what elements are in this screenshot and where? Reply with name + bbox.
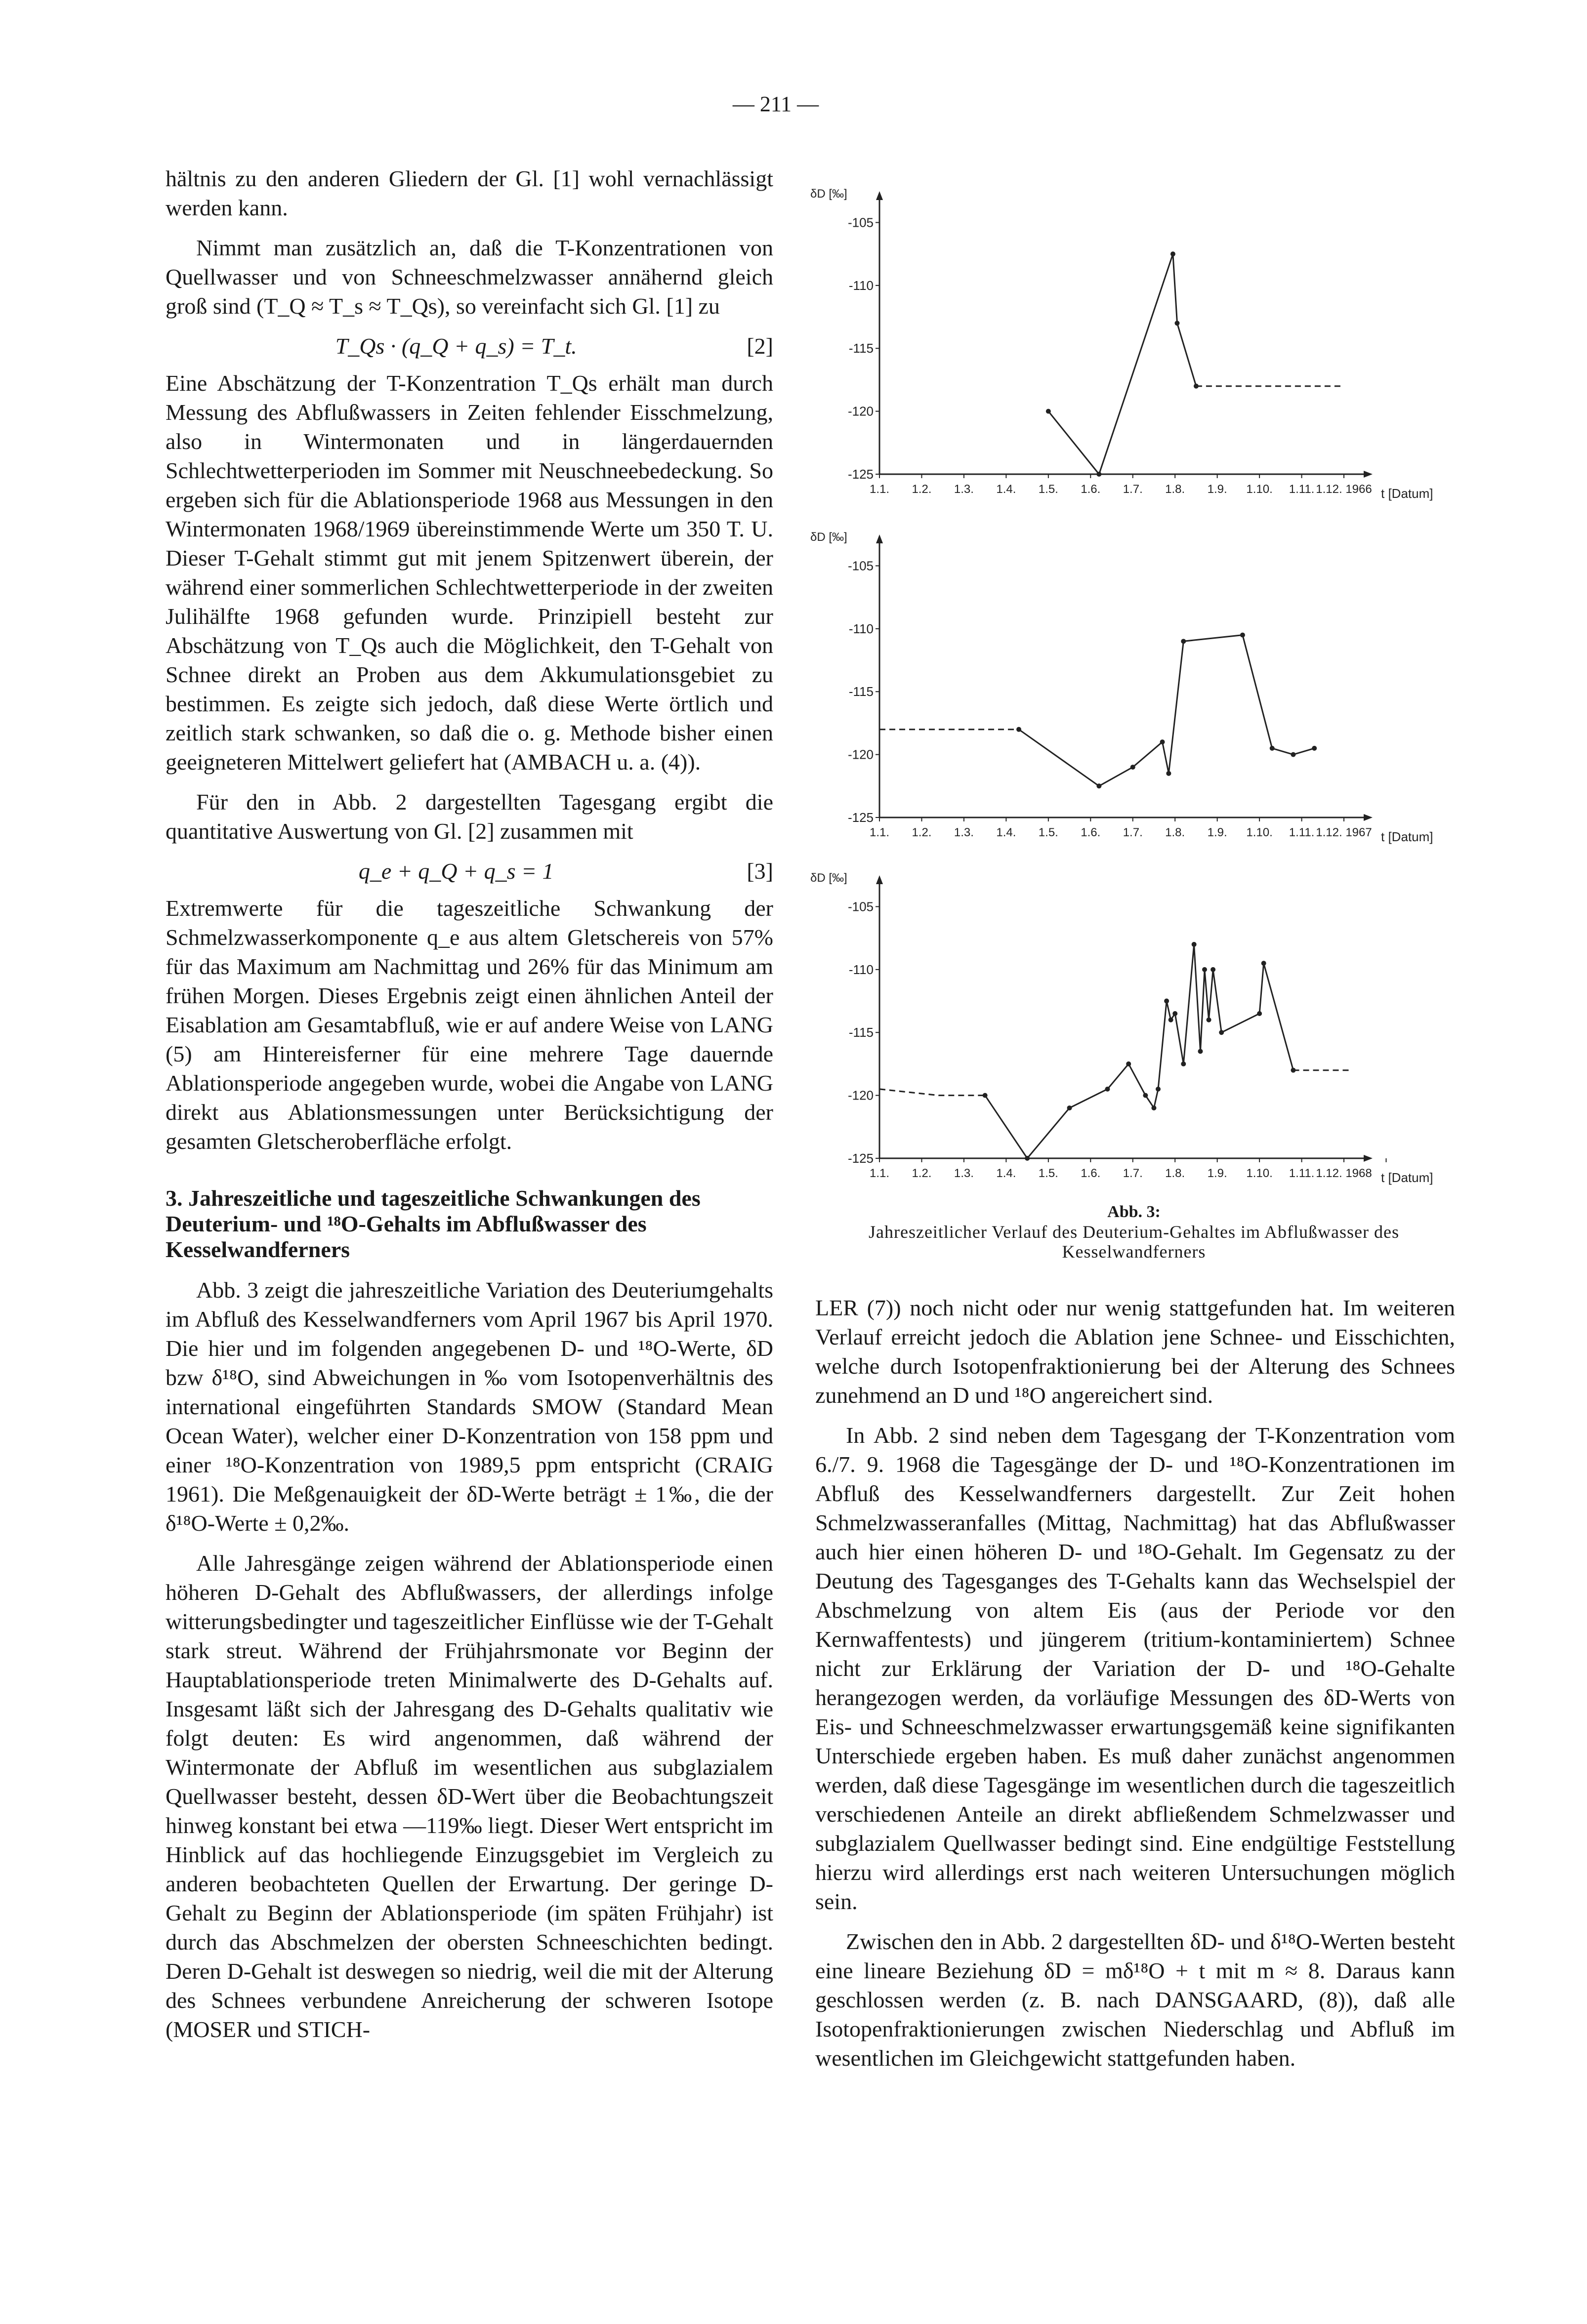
data-point — [1156, 1087, 1161, 1092]
data-point — [1166, 771, 1171, 776]
x-tick-label: 1.2. — [912, 483, 932, 496]
y-tick-label: -110 — [848, 621, 874, 636]
x-tick-label: 1.3. — [954, 483, 974, 496]
paragraph: In Abb. 2 sind neben dem Tagesgang der T-Konzentration vom 6./7. 9. 1968 die Tagesgänge der D- und ¹⁸O-Konzentrationen im Abfluß des Kesselwandferners dargestellt. Zur Zeit hohen Schmelzwasseranfalles (Mittag, Nachmittag) hat das Abflußwasser auch hier einen höheren D- und ¹⁸O-Gehalt. Im Gegensatz zu der Deutung des Tagesganges des T-Gehalts kann das Wechselspiel der Abschmelzung von altem Eis (aus der Periode vor den Kernwaffentests) und jüngerem (tritium-kontaminiertem) Schnee nicht zur Erklärung der Variation der D- und ¹⁸O-Gehalte herangezogen werden, da vorläufige Messungen des δD-Werts von Eis- und Schneeschmelzwasser erwartungsgemäß keine signifikanten Unterschiede ergeben haben. Es muß daher zunächst angenommen werden, daß diese Tagesgänge im wesentlichen durch die tageszeitlich verschiedenen Anteile an direkt abfließendem Schmelzwasser und subglazialem Quellwasser bedingt sind. Eine endgültige Feststellung hierzu wird allerdings erst nach weiteren Untersuchungen möglich sein. — [815, 1423, 1455, 1914]
x-tick-label: 1.9. — [1207, 483, 1227, 496]
paragraph: Nimmt man zusätzlich an, daß die T-Konzentrationen von Quellwasser und von Schneeschmelzwasser annähernd gleich groß sind (T_Q ≈ T_s ≈ T_Qs), so vereinfacht sich Gl. [1] zu — [166, 235, 773, 319]
y-axis-label: δD [‰] — [810, 530, 847, 544]
x-tick-label: 1.10. — [1246, 1167, 1273, 1180]
y-axis-arrow — [876, 534, 883, 543]
y-tick-label: -115 — [848, 341, 874, 356]
page-number: — 211 — — [732, 92, 819, 116]
y-tick-label: -110 — [848, 278, 874, 293]
x-tick-label: 1.3. — [954, 1167, 974, 1180]
chart-1966 — [795, 175, 1487, 516]
y-tick-label: -115 — [848, 684, 874, 699]
x-tick-label: 1.12. 1966 — [1316, 483, 1372, 496]
x-tick-label: 1.9. — [1207, 826, 1227, 839]
x-tick-label: 1.4. — [996, 483, 1016, 496]
paragraph: Eine Abschätzung der T-Konzentration T_Qs erhält man durch Messung des Abflußwassers in Zeiten fehlender Eisschmelzung, also in Wintermonaten und in längerdauernden Schlechtwetterperioden im Sommer mit Neuschneebedeckung. So ergeben sich für die Ablationsperiode 1968 aus Messungen in den Wintermonaten 1968/1969 übereinstimmende Werte um 350 T. U. Dieser T-Gehalt stimmt gut mit jenem Spitzenwert überein, der während einer sommerlichen Schlechtwetterperiode in der zweiten Julihälfte 1968 gefunden wurde. Prinzipiell besteht zur Abschätzung von T_Qs auch die Möglichkeit, den T-Gehalt von Schnee direkt an Proben aus dem Akkumulationsgebiet zu bestimmen. Es zeigte sich jedoch, daß diese Werte örtlich und zeitlich stark schwanken, so daß die o. g. Methode bisher einen geeigneteren Mittelwert geliefert hat (AMBACH u. a. (4)). — [166, 370, 773, 775]
y-tick-label: -105 — [847, 558, 874, 573]
data-point — [1126, 1061, 1131, 1066]
chart-svg — [795, 175, 1487, 516]
series-line-dashed — [879, 1089, 985, 1096]
x-tick-label: 1.3. — [954, 826, 974, 839]
data-point — [1207, 1018, 1211, 1022]
paragraph: LER (7)) noch nicht oder nur wenig stattgefunden hat. Im weiteren Verlauf erreicht jedoch die Ablation jene Schnee- und Eisschichten, welche durch Isotopenfraktionierung bei der Alterung des Schnees zunehmend an D und ¹⁸O angereichert sind. — [815, 1295, 1455, 1408]
equation-number: [3] — [747, 858, 773, 884]
data-point — [1211, 967, 1215, 972]
data-point — [1025, 1156, 1030, 1161]
data-point — [1312, 746, 1317, 751]
data-point — [1170, 251, 1175, 256]
x-axis-arrow — [1364, 814, 1373, 821]
paragraph: Zwischen den in Abb. 2 dargestellten δD- und δ¹⁸O-Werten besteht eine lineare Beziehung δD = mδ¹⁸O + t mit m ≈ 8. Daraus kann geschlossen werden (z. B. nach DANSGAARD, (8)), daß alle Isotopenfraktionierungen zwischen Niederschlag und Abfluß im wesentlichen im Gleichgewicht stattgefunden haben. — [815, 1929, 1455, 2071]
series-line-solid — [1019, 635, 1314, 786]
data-point — [1151, 1105, 1156, 1110]
data-point — [1198, 1049, 1203, 1054]
data-point — [1261, 961, 1266, 966]
data-point — [1174, 321, 1179, 326]
x-axis-arrow — [1364, 1155, 1373, 1162]
y-tick-label: -120 — [847, 747, 874, 762]
series-line-solid — [1048, 254, 1196, 474]
paragraph: Extremwerte für die tageszeitliche Schwankung der Schmelzwasserkomponente q_e aus altem Gletschereis von 57% für das Maximum am Nachmittag und 26% für das Minimum am frühen Morgen. Dieses Ergebnis zeigt einen ähnlichen Anteil der Eisablation am Gesamtabfluß, wie er auf andere Weise von LANG (5) am Hintereisferner für eine mehrere Tage dauernde Ablationsperiode angegeben wurde, wobei die Angabe von LANG direkt aus Ablationsmessungen unter Berücksichtigung der gesamten Gletscheroberfläche erfolgt. — [166, 896, 773, 1154]
data-point — [1240, 633, 1245, 638]
data-point — [1096, 783, 1101, 788]
x-axis-arrow — [1364, 471, 1373, 478]
data-point — [1130, 765, 1135, 770]
x-tick-label: 1.8. — [1165, 483, 1185, 496]
equation-number: [2] — [747, 333, 773, 359]
paragraph: Abb. 3 zeigt die jahreszeitliche Variation des Deuteriumgehalts im Abfluß des Kesselwandferners vom April 1967 bis April 1970. Die hier und im folgenden angegebenen D- und ¹⁸O-Werte, δD bzw δ¹⁸O, sind Abweichungen in ‰ vom Isotopenverhältnis des international eingeführten Standards SMOW (Standard Mean Ocean Water), welcher einer D-Konzentration von 158 ppm und einer ¹⁸O-Konzentration von 1989,5 ppm entspricht (CRAIG 1961). Die Meßgenauigkeit der δD-Werte beträgt ± 1‰, die der δ¹⁸O-Werte ± 0,2‰. — [166, 1277, 773, 1536]
x-tick-label: 1.6. — [1081, 1167, 1101, 1180]
data-point — [1291, 752, 1295, 757]
y-tick-label: -115 — [848, 1025, 874, 1040]
x-tick-label: 1.1. — [869, 1167, 890, 1180]
data-point — [1172, 1011, 1177, 1016]
x-tick-label: 1.5. — [1038, 483, 1058, 496]
data-point — [1067, 1105, 1072, 1110]
x-tick-label: 1.2. — [912, 1167, 932, 1180]
x-axis-label: t [Datum] — [1381, 486, 1433, 501]
x-tick-label: 1.12. 1968 — [1316, 1167, 1372, 1180]
y-tick-label: -125 — [847, 810, 874, 825]
x-tick-label: 1.6. — [1081, 826, 1101, 839]
x-tick-label: 1.7. — [1123, 826, 1143, 839]
x-tick-label: 1.4. — [996, 1167, 1016, 1180]
data-point — [1096, 472, 1101, 477]
data-point — [983, 1093, 988, 1098]
equation-3 — [166, 856, 773, 886]
x-axis-label: t [Datum] — [1381, 829, 1433, 844]
x-tick-label: 1.7. — [1123, 483, 1143, 496]
y-axis-label: δD [‰] — [810, 871, 847, 885]
data-point — [1181, 639, 1186, 644]
x-tick-label: 1.9. — [1207, 1167, 1227, 1180]
data-point — [1164, 999, 1169, 1004]
x-tick-label: 1.10. — [1246, 483, 1273, 496]
data-point — [1169, 1018, 1173, 1022]
x-tick-label: 1.6. — [1081, 483, 1101, 496]
data-point — [1046, 409, 1051, 414]
x-tick-label: 1.8. — [1165, 826, 1185, 839]
paragraph: Für den in Abb. 2 dargestellten Tagesgang ergibt die quantitative Auswertung von Gl. [2] zusammen mit — [166, 789, 773, 844]
x-tick-label: 1.4. — [996, 826, 1016, 839]
caption-title: Abb. 3: — [1107, 1203, 1161, 1221]
y-axis-arrow — [876, 191, 883, 200]
equation-formula: q_e + q_Q + q_s = 1 — [358, 858, 554, 884]
chart-svg — [795, 519, 1487, 859]
data-point — [1202, 967, 1207, 972]
data-point — [1105, 1087, 1110, 1092]
x-tick-label: 1.10. — [1246, 826, 1273, 839]
section-heading: 3. Jahreszeitliche und tageszeitliche Schwankungen des Deuterium- und ¹⁸O-Gehalts im Abflußwasser des Kesselwandferners — [166, 1185, 701, 1262]
y-tick-label: -105 — [847, 215, 874, 230]
x-tick-label: 1.11. — [1289, 1167, 1315, 1180]
y-tick-label: -110 — [848, 962, 874, 977]
x-tick-label: 1.1. — [869, 826, 890, 839]
data-point — [1016, 727, 1021, 732]
chart-1967 — [795, 519, 1487, 859]
series-line-solid — [985, 944, 1294, 1158]
x-tick-label: 1.5. — [1038, 1167, 1058, 1180]
data-point — [1143, 1093, 1148, 1098]
paragraph: Alle Jahresgänge zeigen während der Ablationsperiode einen höheren D-Gehalt des Abflußwassers, der allerdings infolge witterungsbedingter und tageszeitlicher Einflüsse wie der T-Gehalt stark streut. Während der Frühjahrsmonate vor Beginn der Hauptablationsperiode treten Minimalwerte des D-Gehalts auf. Insgesamt läßt sich der Jahresgang des D-Gehalts qualitativ wie folgt deuten: Es wird angenommen, daß während der Wintermonate der Abfluß im wesentlichen aus subglazialem Quellwasser besteht, dessen δD-Wert über die Beobachtungszeit hinweg konstant bei etwa —119‰ liegt. Dieser Wert entspricht im Hinblick auf das hochliegende Einzugsgebiet im Vergleich zu anderen beobachteten Quellen der Erwartung. Der geringe D-Gehalt zu Beginn der Ablationsperiode (im späten Frühjahr) ist durch das Abschmelzen der obersten Schneeschichten bedingt. Deren D-Gehalt ist deswegen so niedrig, weil die mit der Alterung des Schnees verbundene Anreicherung der schweren Isotope (MOSER und STICH- — [166, 1550, 773, 2042]
left-column — [166, 164, 773, 2055]
y-axis-label: δD [‰] — [810, 187, 847, 201]
x-tick-label: 1.5. — [1038, 826, 1058, 839]
chart-svg — [795, 859, 1487, 1200]
data-point — [1160, 739, 1165, 744]
right-column — [815, 1293, 1455, 2083]
x-tick-label: 1.11. — [1289, 826, 1315, 839]
data-point — [1192, 942, 1197, 947]
y-tick-label: -105 — [847, 899, 874, 914]
y-tick-label: -120 — [847, 404, 874, 419]
y-tick-label: -120 — [847, 1088, 874, 1103]
x-tick-label: 1.8. — [1165, 1167, 1185, 1180]
figure-caption — [795, 1202, 1472, 1262]
equation-2 — [166, 331, 773, 361]
y-axis-arrow — [876, 875, 883, 884]
data-point — [1270, 746, 1275, 751]
y-tick-label: -125 — [847, 467, 874, 482]
x-tick-label: 1.12. 1967 — [1316, 826, 1372, 839]
x-axis-label: t [Datum] — [1381, 1170, 1433, 1185]
x-tick-label: 1.2. — [912, 826, 932, 839]
data-point — [1181, 1061, 1186, 1066]
chart-1968 — [795, 859, 1487, 1200]
x-tick-label: 1.11. — [1289, 483, 1315, 496]
x-tick-label: 1.7. — [1123, 1167, 1143, 1180]
y-tick-label: -125 — [847, 1151, 874, 1166]
equation-formula: T_Qs · (q_Q + q_s) = T_t. — [335, 333, 577, 359]
x-tick-label: 1.1. — [869, 483, 890, 496]
data-point — [1257, 1011, 1262, 1016]
data-point — [1219, 1030, 1224, 1035]
caption-text: Jahreszeitlicher Verlauf des Deuterium-Gehaltes im Abflußwasser des Kesselwandferners — [869, 1222, 1399, 1262]
paragraph: hältnis zu den anderen Gliedern der Gl. [1] wohl vernachlässigt werden kann. — [166, 166, 773, 220]
